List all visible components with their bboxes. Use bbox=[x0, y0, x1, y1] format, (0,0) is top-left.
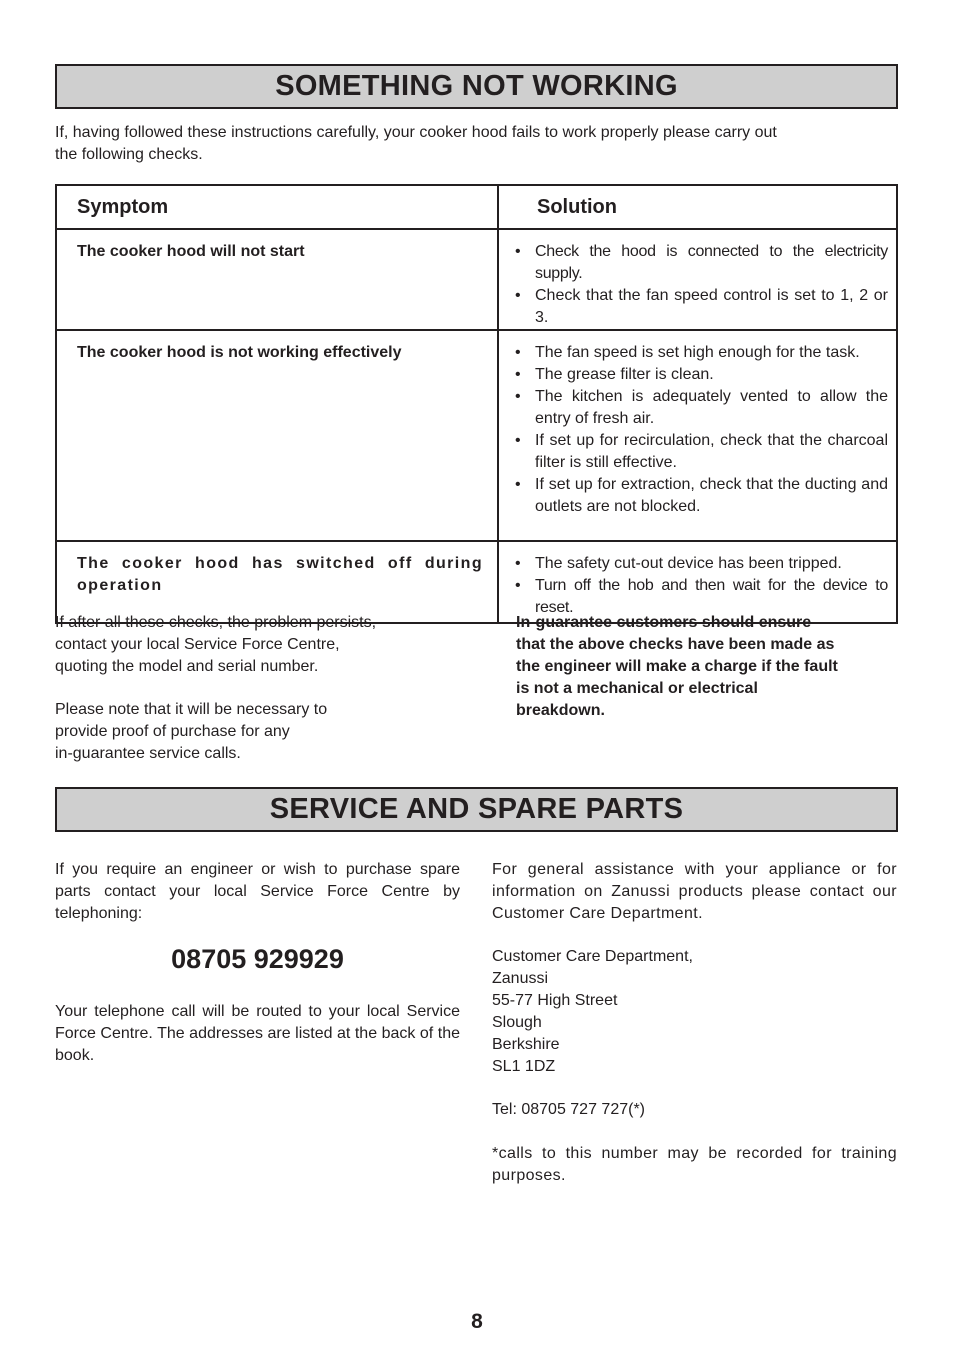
solution-item: • The fan speed is set high enough for the task. bbox=[513, 342, 888, 364]
engineer-request-text: If you require an engineer or wish to purchase spare parts contact your local Service Force Centre by telephoning: bbox=[55, 861, 460, 922]
solution-cell bbox=[498, 541, 897, 623]
text-line: that the above checks have been made as bbox=[516, 636, 835, 653]
address-line: Customer Care Department, bbox=[492, 948, 693, 965]
solution-list bbox=[513, 553, 888, 619]
address-line: Zanussi bbox=[492, 970, 549, 987]
address-line: Berkshire bbox=[492, 1036, 560, 1053]
text-line: If after all these checks, the problem persists, bbox=[55, 614, 377, 631]
persist-paragraph bbox=[55, 612, 475, 678]
recording-note: *calls to this number may be recorded for training purposes. bbox=[492, 1145, 897, 1184]
text-line: Please note that it will be necessary to bbox=[55, 701, 328, 718]
table-row bbox=[56, 330, 897, 541]
text-line: contact your local Service Force Centre, bbox=[55, 636, 340, 653]
solution-item: • Check that the fan speed control is set to 1, 2 or 3. bbox=[513, 285, 888, 329]
address-line: 55-77 High Street bbox=[492, 992, 618, 1009]
intro-line-1: If, having followed these instructions carefully, your cooker hood fails to work properly please carry out bbox=[55, 124, 777, 141]
service-phone-number: 08705 929929 bbox=[171, 944, 344, 974]
intro-line-2: the following checks. bbox=[55, 146, 203, 163]
symptom-cell: The cooker hood has switched off during operation bbox=[56, 541, 498, 623]
text-line: In-guarantee customers should ensure bbox=[516, 614, 812, 631]
address-line: SL1 1DZ bbox=[492, 1058, 556, 1075]
text-line: provide proof of purchase for any bbox=[55, 723, 290, 740]
symptom-cell: The cooker hood will not start bbox=[56, 229, 498, 330]
in-guarantee-notice bbox=[516, 612, 896, 722]
table-row bbox=[56, 229, 897, 330]
solution-item: • If set up for recirculation, check that the charcoal filter is still effective. bbox=[513, 430, 888, 474]
proof-of-purchase-paragraph bbox=[55, 699, 475, 765]
address-line: Slough bbox=[492, 1014, 542, 1031]
text-line: the engineer will make a charge if the fault bbox=[516, 658, 838, 675]
page-number: 8 bbox=[471, 1310, 483, 1333]
customer-care-intro: For general assistance with your appliance or for information on Zanussi products please contact our Customer Care Department. bbox=[492, 861, 897, 922]
solution-item: • Turn off the hob and then wait for the device to reset. bbox=[513, 575, 888, 619]
solution-item: • The safety cut-out device has been tripped. bbox=[513, 553, 888, 575]
text-line: in-guarantee service calls. bbox=[55, 745, 241, 762]
symptom-cell: The cooker hood is not working effectively bbox=[56, 330, 498, 541]
symptom-solution-table bbox=[55, 184, 898, 624]
solution-header: Solution bbox=[498, 185, 897, 229]
section-title-service-and-spare-parts: SERVICE AND SPARE PARTS bbox=[55, 787, 898, 832]
customer-care-address bbox=[492, 946, 897, 1078]
call-routing-text: Your telephone call will be routed to your local Service Force Centre. The addresses are listed at the back of the book. bbox=[55, 1003, 460, 1064]
symptom-header: Symptom bbox=[56, 185, 498, 229]
intro-text bbox=[55, 122, 915, 166]
table-row bbox=[56, 541, 897, 623]
solution-item: • If set up for extraction, check that the ducting and outlets are not blocked. bbox=[513, 474, 888, 518]
table-header-row bbox=[56, 185, 897, 229]
text-line: breakdown. bbox=[516, 702, 605, 719]
solution-item: • The kitchen is adequately vented to allow the entry of fresh air. bbox=[513, 386, 888, 430]
solution-cell bbox=[498, 330, 897, 541]
solution-cell bbox=[498, 229, 897, 330]
text-line: is not a mechanical or electrical bbox=[516, 680, 758, 697]
solution-item: • Check the hood is connected to the electricity supply. bbox=[513, 241, 888, 285]
solution-list bbox=[513, 342, 888, 518]
section-title-something-not-working: SOMETHING NOT WORKING bbox=[55, 64, 898, 109]
customer-care-telephone: Tel: 08705 727 727(*) bbox=[492, 1101, 645, 1118]
solution-list bbox=[513, 241, 888, 329]
text-line: quoting the model and serial number. bbox=[55, 658, 319, 675]
solution-item: • The grease filter is clean. bbox=[513, 364, 888, 386]
